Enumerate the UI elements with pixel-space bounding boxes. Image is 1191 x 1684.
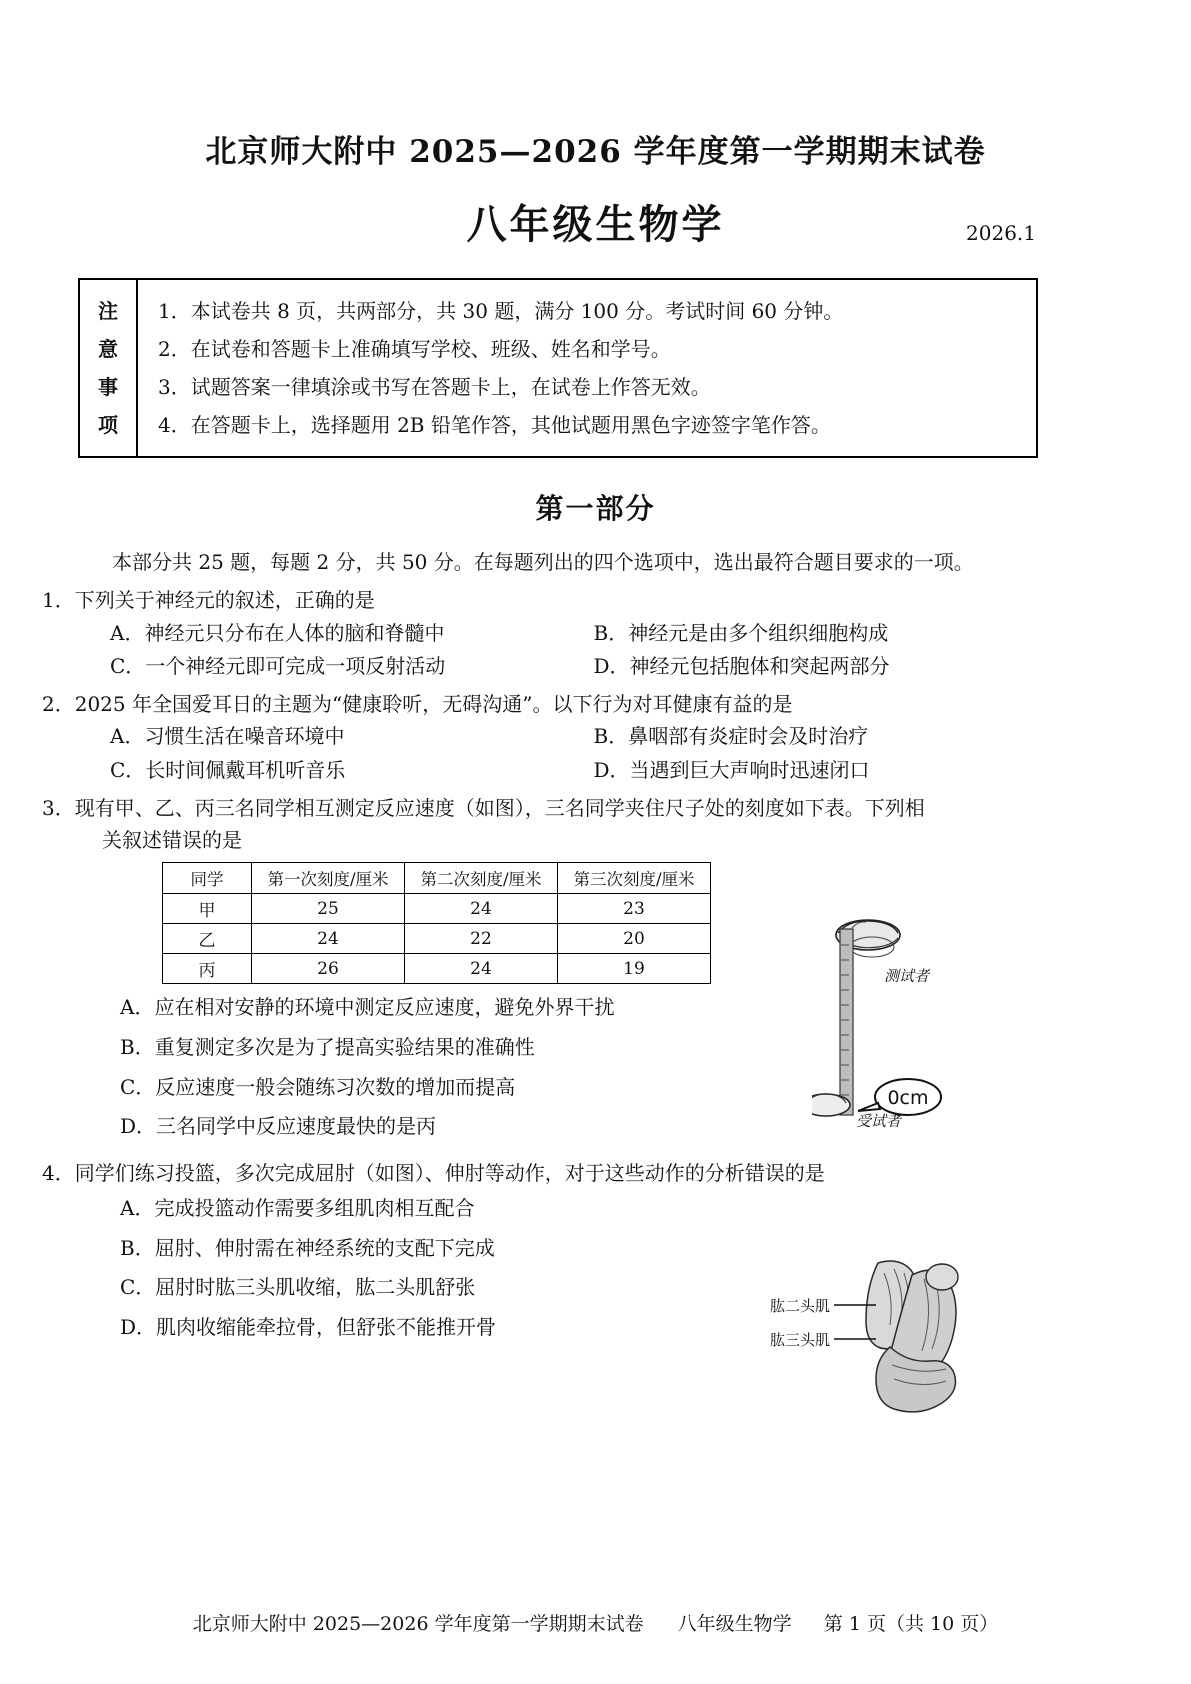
question-2 (42, 688, 1077, 788)
option-c[interactable]: C．一个神经元即可完成一项反射活动 (110, 654, 446, 679)
table-header-cell: 第二次刻度/厘米 (405, 863, 558, 894)
table-cell-value: 23 (558, 894, 711, 924)
table-cell-value: 20 (558, 924, 711, 954)
question-1-number: 1． (42, 588, 75, 613)
option-d[interactable]: D．神经元包括胞体和突起两部分 (593, 654, 890, 679)
biceps-label: 肱二头肌 (769, 1297, 830, 1315)
subject-row (0, 193, 1191, 247)
table-header-cell: 同学 (163, 863, 252, 894)
subject-label: 受试者 (856, 1112, 902, 1130)
table-header-cell: 第三次刻度/厘米 (558, 863, 711, 894)
table-header-row (163, 863, 711, 894)
question-4-stem (42, 1157, 1077, 1189)
table-row (163, 954, 711, 984)
notice-label-char-3: 项 (98, 413, 118, 437)
arm-figure-svg (760, 1255, 1050, 1420)
option-d[interactable]: D．当遇到巨大声响时迅速闭口 (593, 757, 870, 782)
table-cell-value: 24 (405, 954, 558, 984)
ruler-figure-svg (812, 915, 1012, 1130)
option-a[interactable]: A．习惯生活在噪音环境中 (110, 724, 345, 749)
option-c[interactable]: C．反应速度一般会随练习次数的增加而提高 (120, 1074, 516, 1099)
flexed-arm-figure (760, 1255, 1050, 1420)
exam-date: 2026.1 (966, 221, 1036, 245)
footer-page-number: 第 1 页（共 10 页） (823, 1613, 999, 1635)
footer-exam-title: 北京师大附中 2025—2026 学年度第一学期期末试卷 (192, 1613, 644, 1635)
option-b[interactable]: B．重复测定多次是为了提高实验结果的准确性 (120, 1034, 535, 1059)
option-c[interactable]: C．长时间佩戴耳机听音乐 (110, 757, 346, 782)
notice-label-char-1: 意 (98, 337, 118, 361)
part-intro: 本部分共 25 题，每题 2 分，共 50 分。在每题列出的四个选项中，选出最符合题目要求的一项。 (112, 550, 974, 574)
table-cell-student: 甲 (163, 894, 252, 924)
question-4-number: 4． (42, 1160, 75, 1185)
table-cell-value: 24 (405, 894, 558, 924)
question-4-text: 同学们练习投篮，多次完成屈肘（如图）、伸肘等动作，对于这些动作的分析错误的是 (74, 1160, 825, 1185)
ruler-reaction-figure (812, 915, 1012, 1130)
arm-muscle-illustration (866, 1261, 958, 1412)
notice-label-char-0: 注 (98, 299, 118, 323)
notice-label-char-2: 事 (98, 375, 118, 399)
scale-callout-text: 0cm (887, 1087, 929, 1109)
table-cell-value: 25 (252, 894, 405, 924)
notice-label-column (80, 280, 138, 456)
question-1-options (72, 617, 1077, 684)
table-cell-value: 26 (252, 954, 405, 984)
question-2-stem (42, 688, 1077, 720)
subject-title: 八年级生物学 (466, 201, 725, 248)
question-3-text: 现有甲、乙、丙三名同学相互测定反应速度（如图），三名同学夹住尺子处的刻度如下表。下列相关叙述错误的是 (74, 795, 925, 852)
option-b[interactable]: B．屈肘、伸肘需在神经系统的支配下完成 (120, 1235, 495, 1260)
table-cell-value: 24 (252, 924, 405, 954)
page-footer (0, 1609, 1191, 1636)
question-2-options (72, 720, 1077, 787)
option-b[interactable]: B．神经元是由多个组织细胞构成 (593, 620, 889, 645)
table-cell-value: 22 (405, 924, 558, 954)
question-1-text: 下列关于神经元的叙述，正确的是 (74, 588, 375, 613)
footer-subject: 八年级生物学 (677, 1613, 792, 1635)
tester-label: 测试者 (884, 967, 930, 985)
option-b[interactable]: B．鼻咽部有炎症时会及时治疗 (593, 724, 869, 749)
table-row (163, 894, 711, 924)
option-d[interactable]: D．肌肉收缩能牵拉骨，但舒张不能推开骨 (120, 1314, 497, 1339)
question-2-number: 2． (42, 691, 75, 716)
option-a[interactable]: A．应在相对安静的环境中测定反应速度，避免外界干扰 (120, 995, 615, 1020)
question-3-stem (42, 792, 932, 857)
table-cell-student: 乙 (163, 924, 252, 954)
question-3-number: 3． (42, 795, 75, 820)
question-1-stem (42, 584, 1077, 616)
reaction-speed-table (162, 862, 711, 984)
question-2-text: 2025 年全国爱耳日的主题为“健康聆听，无碍沟通”。以下行为对耳健康有益的是 (74, 691, 793, 716)
option-a[interactable]: A．完成投篮动作需要多组肌肉相互配合 (120, 1196, 475, 1221)
table-cell-value: 19 (558, 954, 711, 984)
notice-item-list (138, 280, 1036, 456)
page-title: 北京师大附中 2025—2026 学年度第一学期期末试卷 (205, 134, 986, 170)
notice-item: 3．试题答案一律填涂或书写在答题卡上，在试卷上作答无效。 (158, 375, 711, 399)
notice-item: 4．在答题卡上，选择题用 2B 铅笔作答，其他试题用黑色字迹签字笔作答。 (158, 413, 831, 437)
option-a[interactable]: A．神经元只分布在人体的脑和脊髓中 (110, 620, 445, 645)
question-1 (42, 584, 1077, 684)
subject-hand-icon (812, 1094, 850, 1116)
notice-item: 1．本试卷共 8 页，共两部分，共 30 题，满分 100 分。考试时间 60 分钟。 (158, 299, 844, 323)
option-c[interactable]: C．屈肘时肱三头肌收缩，肱二头肌舒张 (120, 1275, 476, 1300)
part-heading: 第一部分 (535, 492, 656, 525)
option-d[interactable]: D．三名同学中反应速度最快的是丙 (120, 1114, 437, 1139)
scale-callout-bubble (858, 1079, 941, 1115)
ruler-icon (840, 929, 853, 1115)
triceps-label: 肱三头肌 (769, 1331, 830, 1349)
table-row (163, 924, 711, 954)
table-header-cell: 第一次刻度/厘米 (252, 863, 405, 894)
table-cell-student: 丙 (163, 954, 252, 984)
notice-item: 2．在试卷和答题卡上准确填写学校、班级、姓名和学号。 (158, 337, 671, 361)
notice-box (78, 278, 1038, 458)
